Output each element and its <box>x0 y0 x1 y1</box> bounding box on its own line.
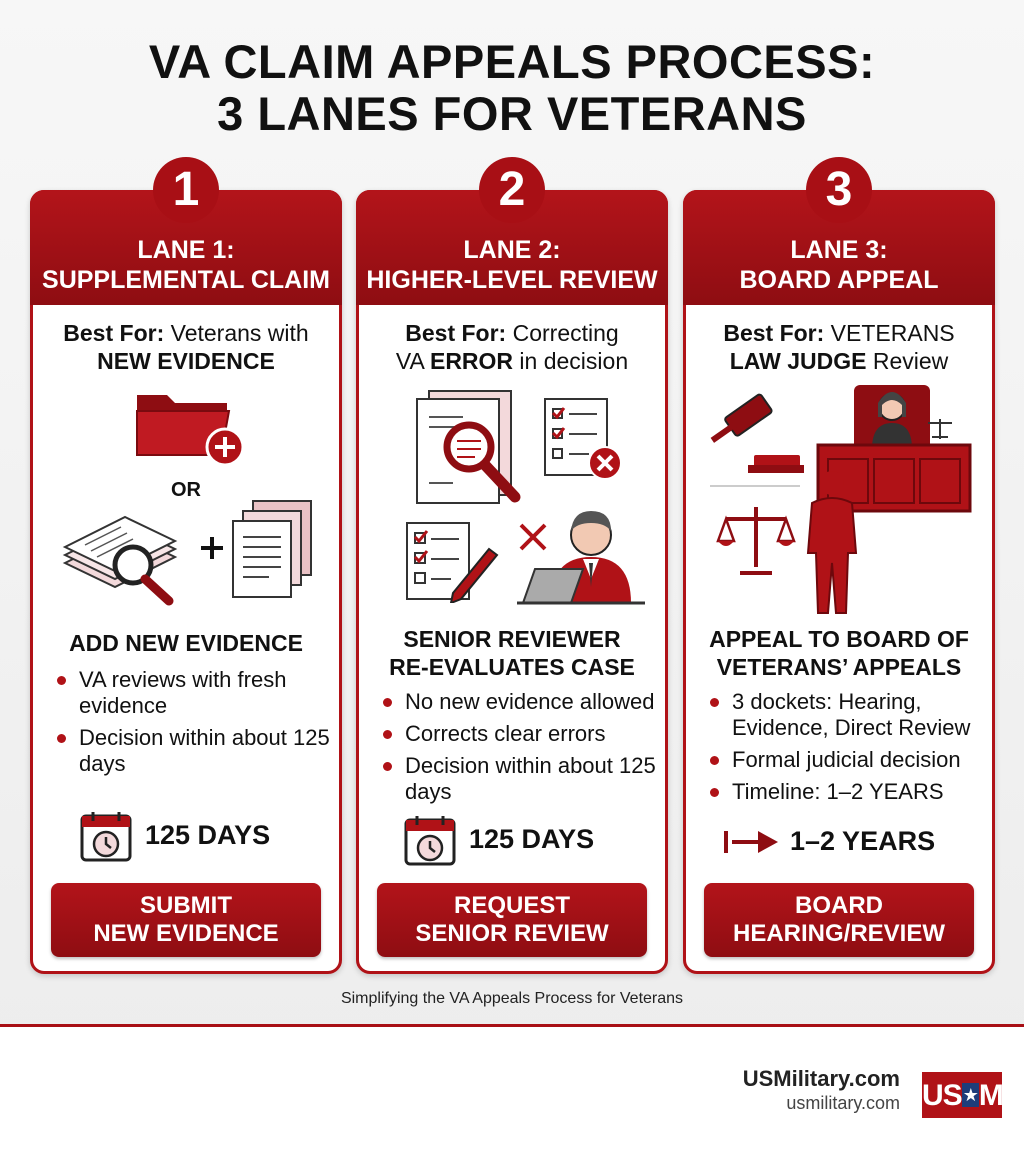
best-for-label: Best For: <box>723 320 825 346</box>
veteran-figure-icon <box>802 469 862 619</box>
brand-url: usmilitary.com <box>786 1093 900 1113</box>
lane-bullets <box>381 689 656 811</box>
gavel-icon <box>708 393 804 477</box>
brand-block <box>743 1066 900 1114</box>
lane-subhead: ADD NEW EVIDENCE <box>69 630 303 656</box>
title-line-2: 3 LANES FOR VETERANS <box>217 87 807 140</box>
bullet-item: Decision within about 125 days <box>55 725 330 777</box>
lane-label: LANE 1: <box>137 236 235 264</box>
best-for-line-1 <box>686 319 992 348</box>
cta-line-1: BOARD <box>795 892 883 919</box>
request-senior-review-button[interactable] <box>377 883 647 957</box>
best-for-text: in decision <box>513 348 629 374</box>
bullet-item: VA reviews with fresh evidence <box>55 667 330 719</box>
best-for-text: VA <box>395 348 430 374</box>
lane-timeline <box>33 807 339 863</box>
title-line-1: VA CLAIM APPEALS PROCESS: <box>148 35 876 88</box>
checklist-x-icon <box>541 395 627 485</box>
lane-label: LANE 3: <box>790 236 888 264</box>
logo-left-text: US <box>922 1079 962 1112</box>
lane-subhead: RE-EVALUATES CASE <box>389 654 635 680</box>
checklist-pen-icon <box>403 519 499 603</box>
lane-name: BOARD APPEAL <box>739 266 939 294</box>
plus-icon <box>199 535 225 561</box>
scales-icon <box>716 501 796 577</box>
best-for-emphasis: ERROR <box>429 348 514 374</box>
lane-bullets <box>55 667 330 783</box>
best-for-line-2 <box>686 347 992 376</box>
lane-card-3 <box>683 163 995 974</box>
document-magnifier-icon <box>411 387 529 511</box>
lane-bullets <box>708 689 983 811</box>
arrow-right-icon <box>722 827 782 857</box>
document-magnifier-icon <box>61 507 191 607</box>
cta-line-1: SUBMIT <box>140 892 232 919</box>
documents-stack-icon <box>229 497 315 601</box>
best-for-text: VETERANS <box>830 320 955 346</box>
or-label: OR <box>171 479 201 501</box>
divider <box>710 485 800 487</box>
cta-line-2: SENIOR REVIEW <box>415 920 609 947</box>
best-for-text: Veterans with <box>170 320 309 346</box>
logo-right-text: M <box>978 1079 1003 1112</box>
timeline-text: 125 DAYS <box>145 820 271 850</box>
usm-logo <box>922 1072 1002 1118</box>
folder-plus-icon <box>133 385 245 467</box>
calendar-clock-icon <box>403 813 457 867</box>
reviewer-laptop-icon <box>517 505 647 605</box>
lane-subhead: APPEAL TO BOARD OF <box>709 626 969 652</box>
lane-2-illustrations <box>359 383 665 615</box>
best-for-text: Correcting <box>512 320 619 346</box>
bullet-item: 3 dockets: Hearing, Evidence, Direct Review <box>708 689 983 741</box>
best-for-line-2 <box>33 347 339 376</box>
lane-1-illustrations <box>33 383 339 615</box>
best-for-emphasis: NEW EVIDENCE <box>97 348 275 374</box>
timeline-text: 1–2 YEARS <box>790 826 936 856</box>
best-for-line-1 <box>359 319 665 348</box>
lane-subhead: SENIOR REVIEWER <box>403 626 621 652</box>
bullet-item: Decision within about 125 days <box>381 753 656 805</box>
best-for-label: Best For: <box>63 320 165 346</box>
lane-subhead: VETERANS’ APPEALS <box>716 654 962 680</box>
board-hearing-review-button[interactable] <box>704 883 974 957</box>
lane-label: LANE 2: <box>463 236 561 264</box>
lane-card-1 <box>30 163 342 974</box>
bullet-item: Corrects clear errors <box>381 721 656 747</box>
lane-name: HIGHER-LEVEL REVIEW <box>366 266 658 294</box>
submit-new-evidence-button[interactable] <box>51 883 321 957</box>
lane-number-badge: 1 <box>153 157 219 223</box>
page-title <box>0 36 1024 140</box>
lane-number-badge: 2 <box>479 157 545 223</box>
best-for-emphasis: LAW JUDGE <box>729 348 867 374</box>
star-icon: ★ <box>962 1085 978 1105</box>
cta-line-2: NEW EVIDENCE <box>93 920 279 947</box>
cta-line-1: REQUEST <box>453 892 570 919</box>
lane-3-illustrations <box>686 383 992 615</box>
lane-timeline <box>686 813 992 869</box>
best-for-line-2 <box>359 347 665 376</box>
caption: Simplifying the VA Appeals Process for Veterans <box>340 990 684 1007</box>
lane-card-2 <box>356 163 668 974</box>
cta-line-2: HEARING/REVIEW <box>732 920 945 947</box>
lane-name: SUPPLEMENTAL CLAIM <box>42 266 330 294</box>
best-for-line-1 <box>33 319 339 348</box>
calendar-clock-icon <box>79 809 133 863</box>
lane-timeline <box>359 811 665 867</box>
lane-number-badge: 3 <box>806 157 872 223</box>
brand-name-link[interactable]: USMilitary.com <box>742 1066 900 1091</box>
timeline-text: 125 DAYS <box>469 824 595 854</box>
bullet-item: No new evidence allowed <box>381 689 656 715</box>
best-for-text: Review <box>866 348 949 374</box>
bullet-item: Formal judicial decision <box>708 747 983 773</box>
bullet-item: Timeline: 1–2 YEARS <box>708 779 983 805</box>
best-for-label: Best For: <box>405 320 507 346</box>
